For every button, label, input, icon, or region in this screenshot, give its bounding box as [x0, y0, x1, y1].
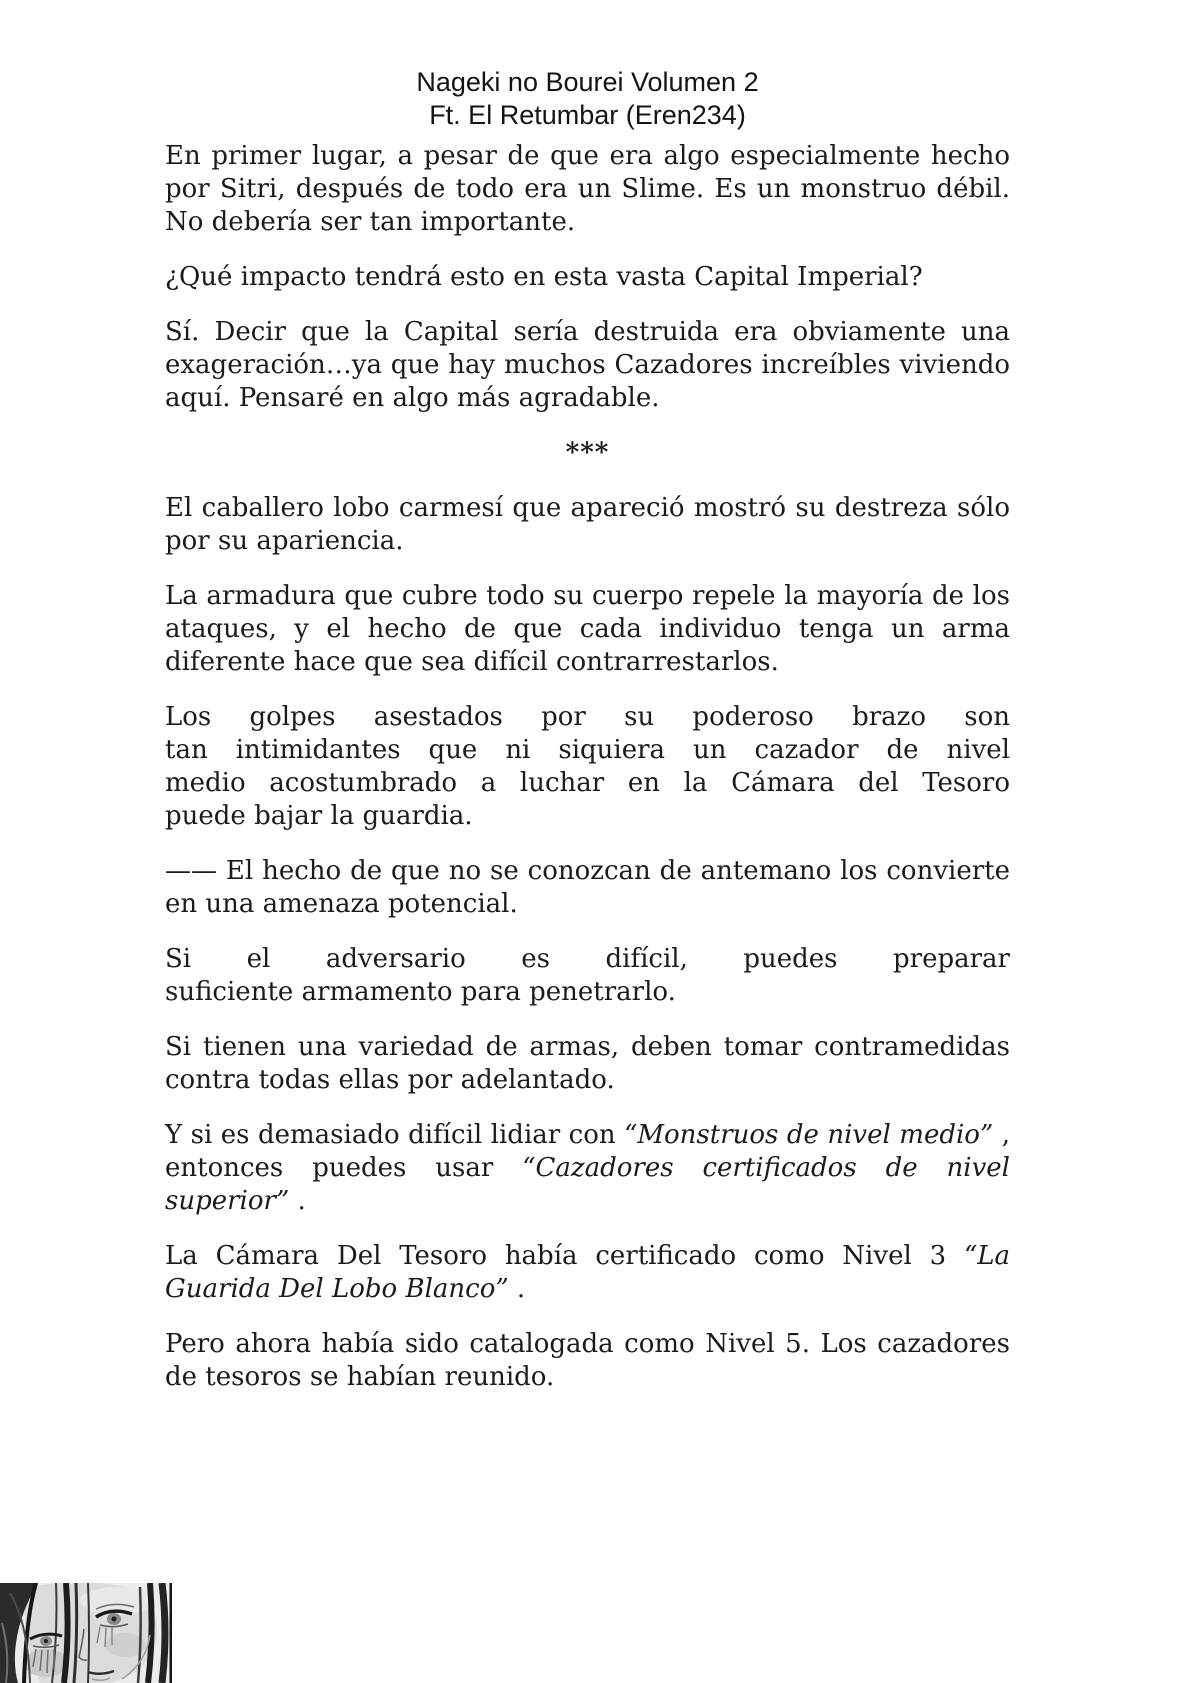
hair-strand-center — [64, 1583, 68, 1683]
text-segment: La Cámara Del Tesoro había certificado como Nivel 3 — [165, 1241, 964, 1271]
text-line — [165, 382, 1010, 415]
section-separator: *** — [565, 438, 610, 468]
text-segment: No debería ser tan importante. — [165, 207, 576, 237]
text-segment: ataques, y el hecho de que cada individuo tenga un arma — [165, 614, 1010, 644]
text-line — [165, 855, 1010, 888]
text-line — [165, 800, 1010, 833]
text-line — [165, 976, 1010, 1009]
text-line — [165, 1273, 1010, 1306]
text-segment: tan intimidantes que ni siquiera un cazador de nivel — [165, 735, 1010, 765]
text-segment: Los golpes asestados por su poderoso brazo son — [165, 702, 1010, 732]
text-segment: en una amenaza potencial. — [165, 889, 518, 919]
manga-face-image — [0, 1583, 172, 1683]
text-segment: —— El hecho de que no se conozcan de antemano los convierte — [165, 856, 1010, 886]
document-title-line1: Nageki no Bourei Volumen 2 — [416, 67, 759, 97]
text-line — [165, 206, 1010, 239]
document-page — [165, 0, 1010, 1416]
text-segment: Y si es demasiado difícil lidiar con — [165, 1120, 625, 1150]
text-line — [165, 888, 1010, 921]
document-title — [165, 66, 1010, 132]
text-segment: entonces puedes usar — [165, 1153, 523, 1183]
text-line — [165, 349, 1010, 382]
paragraph — [165, 261, 1010, 294]
text-segment: puede bajar la guardia. — [165, 801, 473, 831]
text-line — [165, 140, 1010, 173]
text-line — [165, 173, 1010, 206]
paragraph — [165, 1240, 1010, 1306]
italic-quoted-text: “La — [963, 1241, 1010, 1271]
text-segment: Pero ahora había sido catalogada como Nivel 5. Los cazadores — [165, 1329, 1010, 1359]
text-line — [165, 1152, 1010, 1185]
document-title-line2: Ft. El Retumbar (Eren234) — [429, 100, 746, 130]
text-segment: contra todas ellas por adelantado. — [165, 1065, 615, 1095]
text-line — [165, 1031, 1010, 1064]
text-line — [165, 1240, 1010, 1273]
italic-quoted-text: “Monstruos de nivel medio” — [624, 1120, 994, 1150]
paragraph — [165, 140, 1010, 239]
text-segment: , — [993, 1120, 1010, 1150]
text-segment: Sí. Decir que la Capital sería destruida era obviamente una — [165, 317, 1010, 347]
text-line — [165, 1064, 1010, 1097]
paragraph — [165, 1328, 1010, 1394]
text-segment: . — [508, 1274, 526, 1304]
text-segment: . — [289, 1186, 306, 1216]
paragraph — [165, 316, 1010, 415]
text-line — [165, 261, 1010, 294]
paragraph — [165, 1031, 1010, 1097]
paragraph — [165, 492, 1010, 558]
text-line — [165, 316, 1010, 349]
paragraph — [165, 701, 1010, 833]
text-segment: exageración…ya que hay muchos Cazadores increíbles viviendo — [165, 350, 1010, 380]
paragraph — [165, 580, 1010, 679]
italic-quoted-text: superior” — [165, 1186, 290, 1216]
left-eye-pupil — [44, 1639, 48, 1643]
italic-quoted-text: “Cazadores certificados de nivel — [522, 1153, 1010, 1183]
text-line — [165, 1185, 1010, 1218]
text-segment: por Sitri, después de todo era un Slime. Es un monstruo débil. — [165, 174, 1010, 204]
document-body — [165, 140, 1010, 1394]
text-line — [165, 943, 1010, 976]
paragraph — [165, 855, 1010, 921]
cheek-shadow-left — [24, 1649, 68, 1677]
text-line — [165, 734, 1010, 767]
text-line — [165, 701, 1010, 734]
italic-quoted-text: Guarida Del Lobo Blanco” — [165, 1274, 509, 1304]
paragraph — [165, 943, 1010, 1009]
text-line — [165, 492, 1010, 525]
text-segment: aquí. Pensaré en algo más agradable. — [165, 383, 660, 413]
text-segment: ¿Qué impacto tendrá esto en esta vasta Capital Imperial? — [165, 262, 923, 292]
paragraph — [165, 1119, 1010, 1218]
text-line — [165, 1361, 1010, 1394]
text-line — [165, 646, 1010, 679]
text-segment: medio acostumbrado a luchar en la Cámara del Tesoro — [165, 768, 1010, 798]
text-segment: suficiente armamento para penetrarlo. — [165, 977, 676, 1007]
text-segment: El caballero lobo carmesí que apareció mostró su destreza sólo — [165, 493, 1010, 523]
hair-strand — [88, 1583, 89, 1683]
text-segment: diferente hace que sea difícil contrarrestarlos. — [165, 647, 779, 677]
text-segment: Si tienen una variedad de armas, deben tomar contramedidas — [165, 1032, 1010, 1062]
text-line — [165, 767, 1010, 800]
right-eye-pupil — [112, 1617, 117, 1622]
text-line — [165, 525, 1010, 558]
text-line — [165, 1119, 1010, 1152]
text-line — [165, 613, 1010, 646]
text-line — [165, 1328, 1010, 1361]
hair-strand-right — [162, 1583, 165, 1683]
text-segment: de tesoros se habían reunido. — [165, 1362, 555, 1392]
text-line — [165, 580, 1010, 613]
hair-strand-right — [148, 1583, 152, 1683]
text-segment: Si el adversario es difícil, puedes preparar — [165, 944, 1010, 974]
text-segment: La armadura que cubre todo su cuerpo repele la mayoría de los — [165, 581, 1010, 611]
text-segment: En primer lugar, a pesar de que era algo especialmente hecho — [165, 141, 1010, 171]
text-segment: por su apariencia. — [165, 526, 404, 556]
